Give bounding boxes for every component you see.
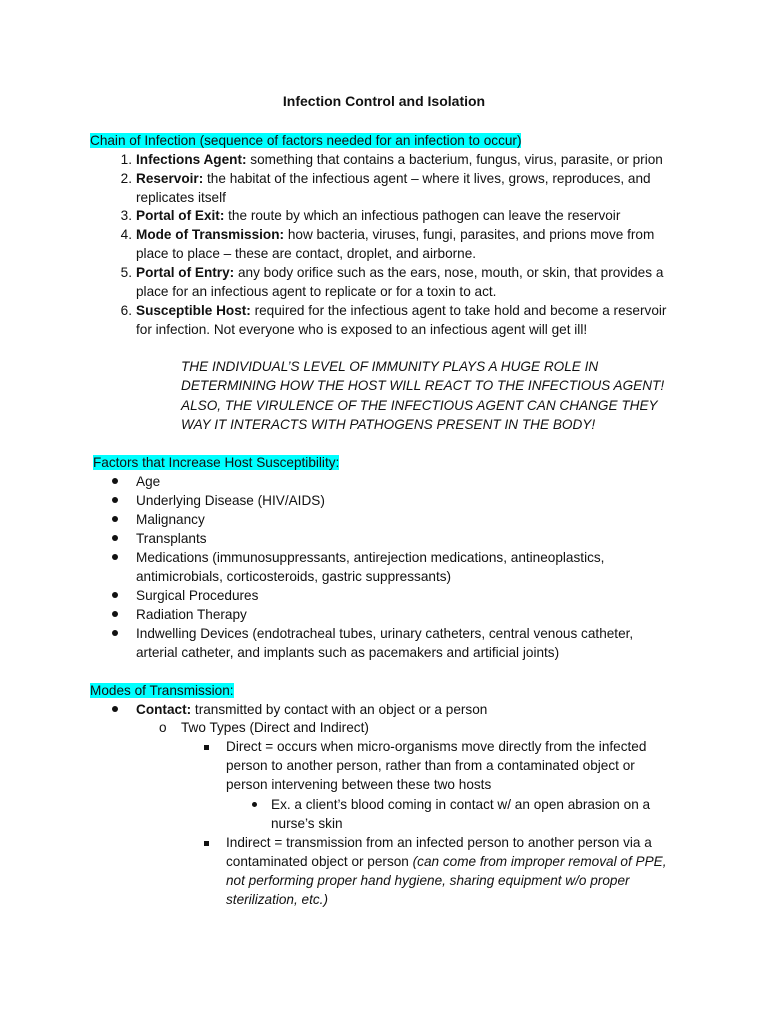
item-desc: required for the infectious agent to take hold and become a reservoir for infection. Not everyone who is exposed to an infectious agent will get ill! — [136, 303, 667, 337]
item-desc: any body orifice such as the ears, nose, mouth, or skin, that provides a place for an infectious agent to replicate or for a toxin to act. — [136, 265, 664, 299]
bullet-icon — [112, 546, 118, 565]
item-term: Infections Agent: — [136, 152, 247, 167]
list-item: Underlying Disease (HIV/AIDS) — [136, 493, 325, 508]
contact-item — [136, 700, 676, 719]
page-title: Infection Control and Isolation — [282, 93, 486, 109]
direct-item: Direct = occurs when micro-organisms move directly from the infected person to another person, rather than from a contaminated object or person intervening between these two hosts — [226, 739, 647, 792]
item-term: Portal of Entry: — [136, 265, 235, 280]
item-desc: how bacteria, viruses, fungi, parasites, and prions move from place to place – these are contact, droplet, and airborne. — [136, 227, 655, 261]
item-text — [136, 150, 676, 169]
item-desc: the route by which an infectious pathogen can leave the reservoir — [224, 208, 621, 223]
item-number: 4. — [120, 227, 132, 242]
item-number: 1. — [120, 152, 132, 167]
sub-bullet-marker: o — [159, 720, 167, 735]
item-number: 3. — [120, 208, 132, 223]
item-term: Reservoir: — [136, 171, 204, 186]
factors-heading-text: Factors that Increase Host Susceptibility: — [93, 455, 340, 470]
bullet-icon — [112, 527, 118, 546]
list-item: Malignancy — [136, 512, 205, 527]
item-text — [136, 301, 676, 339]
list-item: Radiation Therapy — [136, 607, 247, 622]
list-item: Medications (immunosuppressants, antirejection medications, antineoplastics, antimicrobials, corticosteroids, gastric suppressants) — [136, 550, 605, 584]
bullet-icon — [112, 698, 118, 717]
item-text — [136, 206, 676, 225]
chain-heading-text: Chain of Infection (sequence of factors needed for an infection to occur) — [90, 133, 522, 148]
item-text — [136, 225, 676, 263]
indirect-text: Indirect = transmission from an infected person to another person via a contaminated object or person — [226, 835, 652, 869]
item-text — [136, 169, 676, 207]
bullet-icon — [112, 622, 118, 641]
bullet-icon — [112, 603, 118, 622]
indirect-item — [226, 833, 681, 909]
item-term: Susceptible Host: — [136, 303, 251, 318]
factors-heading — [93, 453, 339, 472]
item-desc: something that contains a bacterium, fungus, virus, parasite, or prion — [246, 152, 663, 167]
immunity-note: THE INDIVIDUAL’S LEVEL OF IMMUNITY PLAYS A HUGE ROLE IN DETERMINING HOW THE HOST WILL REACT TO THE INFECTIOUS AGENT! ALSO, THE VIRULENCE OF THE INFECTIOUS AGENT CAN CHANGE THEY WAY IT INTERACTS WITH PATHOGENS PRESENT IN THE BODY! — [181, 359, 665, 432]
direct-example-item: Ex. a client’s blood coming in contact w/ an open abrasion on a nurse’s skin — [271, 797, 651, 831]
item-term: Portal of Exit: — [136, 208, 225, 223]
modes-heading-text: Modes of Transmission: — [90, 683, 234, 698]
bullet-icon — [112, 470, 118, 489]
item-term: Mode of Transmission: — [136, 227, 285, 242]
item-number: 6. — [120, 303, 132, 318]
contact-term: Contact: — [136, 702, 192, 717]
item-number: 5. — [120, 265, 132, 280]
square-bullet-icon — [204, 736, 209, 755]
item-number: 2. — [120, 171, 132, 186]
item-text — [136, 263, 676, 301]
chain-heading — [90, 131, 521, 150]
bullet-icon — [112, 584, 118, 603]
indirect-note: (can come from improper removal of PPE, not performing proper hand hygiene, sharing equipment w/o proper sterilization, etc.) — [226, 854, 667, 907]
item-desc: the habitat of the infectious agent – where it lives, grows, reproduces, and replicates itself — [136, 171, 651, 205]
bullet-icon — [252, 793, 257, 812]
two-types-item: Two Types (Direct and Indirect) — [181, 720, 369, 735]
list-item: Age — [136, 474, 161, 489]
list-item: Indwelling Devices (endotracheal tubes, urinary catheters, central venous catheter, arterial catheter, and implants such as pacemakers and artificial joints) — [136, 626, 634, 660]
list-item: Surgical Procedures — [136, 588, 259, 603]
bullet-icon — [112, 489, 118, 508]
bullet-icon — [112, 508, 118, 527]
list-item: Transplants — [136, 531, 207, 546]
square-bullet-icon — [204, 832, 209, 851]
contact-desc: transmitted by contact with an object or a person — [191, 702, 488, 717]
